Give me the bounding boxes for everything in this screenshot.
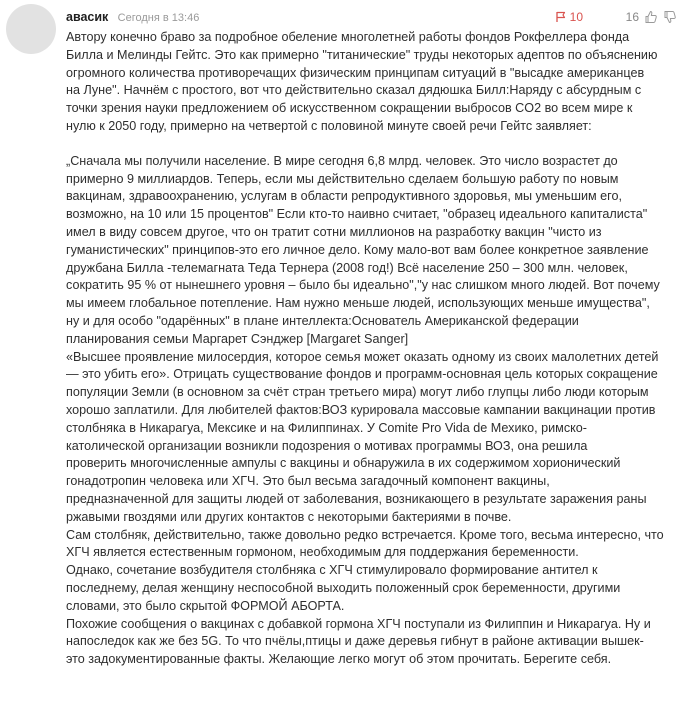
author-name[interactable]: авасик: [66, 10, 109, 24]
thumbs-down-icon[interactable]: [663, 10, 677, 24]
avatar[interactable]: [6, 4, 56, 54]
vote-controls: [626, 7, 677, 27]
comment-header: [66, 7, 677, 27]
flag-icon: [555, 11, 567, 23]
vote-count: 16: [625, 10, 639, 24]
thumbs-up-icon[interactable]: [644, 10, 658, 24]
report-count: 10: [569, 10, 583, 24]
report-button[interactable]: [555, 7, 583, 27]
comment-paragraph-2: „Сначала мы получили население. В мире сегодня 6,8 млрд. человек. Это число возрастет до примерно 9 миллиардов. Теперь, если мы действительно сделаем большую работу по новым вакцинам, здравоохранению, услугам в области репродуктивного здоровья, мы уменьшим его, возможно, на 10 или 15 процентов" Если кто-то наивно считает, "образец идеального капиталиста" имел в виду совсем другое, что он тратит сотни миллионов на разработку вакцин "чисто из гуманистических" принципов-это его личное дело. Кому мало-вот вам более конкретное заявление дружбана Билла -телемагната Теда Тернера (2008 год!) Всё население 250 – 300 млн. человек, сократить 95 % от нынешнего уровня – было бы идеально","у нас слишком много людей. Вот почему мы имеем глобальное потепление. Нам нужно меньше людей, использующих меньше имущества", ну и для особо "одарённых" в плане интеллекта:Основатель Американской федерации планирования семьи Маргарет Сэнджер [Margaret Sanger] «Высшее проявление милосердия, которое семья может оказать одному из своих малолетних детей — это убить его». Отрицать существование фондов и программ-основная цель которых сокращение популяции Земли (в основном за счёт стран третьего мира) могут либо глупцы либо люди которым хорошо заплатили. Для любителей фактов:ВОЗ курировала массовые кампании вакцинации против столбняка в Никарагуа, Мексике и на Филиппинах. У Comite Pro Vida de Мехико, римско- католической организации возникли подозрения о мотивах программы ВОЗ, она решила проверить многочисленные ампулы с вакцины и обнаружила в их содержимом хорионический гонадотропин человека или ХГЧ. Это был весьма загадочный компонент вакцины, предназначенной для защиты людей от заболевания, возникающего в результате заражения раны ржавыми гвоздями или других контактов с некоторыми бактериями в почве. Сам столбняк, действительно, также довольно редко встречается. Кроме того, весьма интересно, что ХГЧ является естественным гормоном, необходимым для поддержания беременности. Однако, сочетание возбудителя столбняка с ХГЧ стимулировало формирование антител к последнему, делая женщину неспособной выходить положенный срок беременности, другими словами, это было скрытой ФОРМОЙ АБОРТА. Похожие сообщения о вакцинах с добавкой гормона ХГЧ поступали из Филиппин и Никарагуа. Ну и напоследок как же без 5G. То что пчёлы,птицы и даже деревья гибнут в районе активации вышек- это задокументированные факты. Желающие легко могут об этом прочитать. Берегите себя.: [66, 153, 664, 667]
comment-body: [66, 29, 672, 669]
comment-timestamp: Сегодня в 13:46: [117, 12, 200, 24]
comment-paragraph-1: Автору конечно браво за подробное обеление многолетней работы фондов Рокфеллера фонда Билла и Мелинды Гейтс. Это как примерно "титанические" труды некоторых адептов по объяснению огромного количества противоречащих физическим принципам ситуаций в "высадке американцев на Луне". Начнём с простого, вот что действительно сказал дядюшка Билл:Наряду с абсурдным с точки зрения науки предложением об искусственном сокращении выбросов CO2 во всем мире к нулю к 2050 году, примерно на четвертой с половиной минуте своей речи Гейтс заявляет:: [66, 30, 658, 133]
